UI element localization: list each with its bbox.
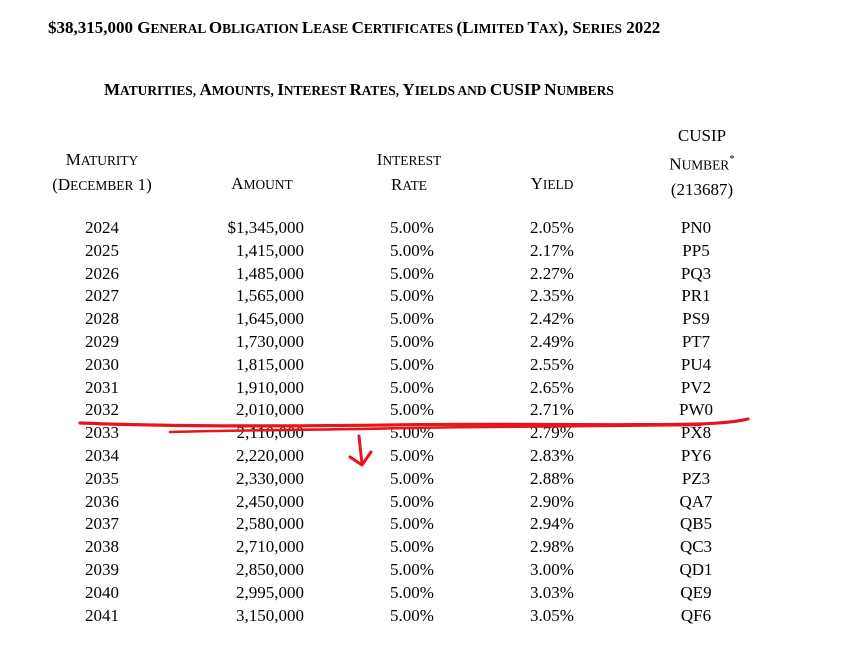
maturity-year-cell: 2028 <box>85 309 119 329</box>
cusip-cell: QB5 <box>679 514 713 534</box>
table-row <box>0 263 852 286</box>
amount-cell: 2,110,000 <box>236 423 304 443</box>
amount-cell: 2,450,000 <box>236 491 304 511</box>
amount-cell: 2,220,000 <box>236 445 304 465</box>
yield-cell: 2.17% <box>530 240 574 260</box>
cusip-cell: QE9 <box>680 582 712 602</box>
yield-cell: 3.00% <box>530 559 574 579</box>
table-row <box>0 354 852 377</box>
interest-rate-cell: 5.00% <box>390 445 434 465</box>
table-row <box>0 445 852 468</box>
amount-cell: 2,010,000 <box>236 400 304 420</box>
interest-rate-cell: 5.00% <box>390 468 434 488</box>
amount-cell: 1,910,000 <box>236 377 304 397</box>
yield-cell: 2.88% <box>530 468 574 488</box>
cusip-cell: PT7 <box>681 331 711 351</box>
amount-cell: 1,730,000 <box>236 331 304 351</box>
interest-rate-cell: 5.00% <box>390 218 434 237</box>
maturity-year-cell: 2040 <box>85 582 119 602</box>
table-row <box>0 240 852 263</box>
yield-cell: 2.42% <box>530 309 574 329</box>
cusip-cell: PP5 <box>682 240 710 260</box>
table-row <box>0 468 852 491</box>
amount-cell: $1,345,000 <box>227 218 304 237</box>
column-header-yield: YIELD <box>530 174 574 193</box>
yield-cell: 2.05% <box>530 218 574 237</box>
maturity-year-cell: 2041 <box>85 605 119 625</box>
amount-cell: 2,995,000 <box>236 582 304 602</box>
amount-cell: 2,710,000 <box>236 537 304 557</box>
amount-cell: 1,645,000 <box>236 309 304 329</box>
maturity-year-cell: 2036 <box>85 491 119 511</box>
table-row <box>0 331 852 354</box>
interest-rate-cell: 5.00% <box>390 354 434 374</box>
yield-cell: 2.83% <box>530 445 574 465</box>
footnote-asterisk: * <box>729 153 735 165</box>
yield-cell: 2.49% <box>530 331 574 351</box>
interest-rate-cell: 5.00% <box>390 263 434 283</box>
maturity-year-cell: 2024 <box>85 218 119 237</box>
yield-cell: 2.98% <box>530 537 574 557</box>
document-title: $38,315,000 GENERAL OBLIGATION LEASE CERTIFICATES (LIMITED TAX), SERIES 2022 <box>48 18 661 37</box>
interest-rate-cell: 5.00% <box>390 377 434 397</box>
cusip-cell: PN0 <box>680 218 712 237</box>
maturity-year-cell: 2027 <box>85 286 119 306</box>
maturity-year-cell: 2031 <box>85 377 119 397</box>
column-header-maturity: MATURITY (DECEMBER 1) <box>52 150 152 194</box>
table-row <box>0 422 852 445</box>
yield-cell: 2.27% <box>530 263 574 283</box>
maturity-year-cell: 2029 <box>85 331 119 351</box>
interest-rate-cell: 5.00% <box>390 400 434 420</box>
cusip-cell: QD1 <box>679 559 713 579</box>
amount-cell: 2,580,000 <box>236 514 304 534</box>
table-row <box>0 582 852 605</box>
yield-cell: 2.90% <box>530 491 574 511</box>
column-header-cusip: CUSIP NUMBER* (213687) <box>669 126 735 199</box>
cusip-cell: PU4 <box>680 354 712 374</box>
amount-cell: 1,485,000 <box>236 263 304 283</box>
cusip-cell: PW0 <box>679 400 713 420</box>
table-title: MATURITIES, AMOUNTS, INTEREST RATES, YIELDS AND CUSIP NUMBERS <box>104 80 614 99</box>
interest-rate-cell: 5.00% <box>390 537 434 557</box>
yield-cell: 2.94% <box>530 514 574 534</box>
amount-cell: 2,330,000 <box>236 468 304 488</box>
table-row <box>0 536 852 559</box>
interest-rate-cell: 5.00% <box>390 491 434 511</box>
table-row <box>0 377 852 400</box>
amount-cell: 1,815,000 <box>236 354 304 374</box>
maturity-year-cell: 2039 <box>85 559 119 579</box>
table-row <box>0 491 852 514</box>
table-row <box>0 285 852 308</box>
table-row <box>0 217 852 240</box>
cusip-cell: QC3 <box>679 537 713 557</box>
interest-rate-cell: 5.00% <box>390 582 434 602</box>
column-header-amount: AMOUNT <box>231 174 293 193</box>
table-row <box>0 559 852 582</box>
maturity-year-cell: 2037 <box>85 514 119 534</box>
yield-cell: 2.65% <box>530 377 574 397</box>
yield-cell: 2.79% <box>530 423 574 443</box>
interest-rate-cell: 5.00% <box>390 423 434 443</box>
cusip-cell: QF6 <box>680 605 712 625</box>
maturity-year-cell: 2025 <box>85 240 119 260</box>
yield-cell: 3.03% <box>530 582 574 602</box>
yield-cell: 2.55% <box>530 354 574 374</box>
maturity-year-cell: 2035 <box>85 468 119 488</box>
amount-cell: 1,415,000 <box>236 240 304 260</box>
column-header-interest-rate: INTEREST RATE <box>376 150 442 194</box>
cusip-cell: PV2 <box>680 377 712 397</box>
amount-cell: 1,565,000 <box>236 286 304 306</box>
interest-rate-cell: 5.00% <box>390 559 434 579</box>
maturity-table-body <box>0 217 852 627</box>
maturity-year-cell: 2033 <box>85 423 119 443</box>
interest-rate-cell: 5.00% <box>390 286 434 306</box>
table-row <box>0 308 852 331</box>
cusip-cell: PS9 <box>682 309 710 329</box>
table-row <box>0 605 852 628</box>
maturity-year-cell: 2026 <box>85 263 119 283</box>
yield-cell: 2.71% <box>530 400 574 420</box>
interest-rate-cell: 5.00% <box>390 309 434 329</box>
yield-cell: 3.05% <box>530 605 574 625</box>
cusip-cell: PX8 <box>680 423 712 443</box>
interest-rate-cell: 5.00% <box>390 331 434 351</box>
interest-rate-cell: 5.00% <box>390 605 434 625</box>
maturity-year-cell: 2030 <box>85 354 119 374</box>
cusip-cell: PR1 <box>681 286 711 306</box>
maturity-year-cell: 2034 <box>85 445 119 465</box>
interest-rate-cell: 5.00% <box>390 240 434 260</box>
cusip-cell: PQ3 <box>680 263 712 283</box>
maturity-year-cell: 2038 <box>85 537 119 557</box>
table-row <box>0 399 852 422</box>
table-row <box>0 513 852 536</box>
maturity-year-cell: 2032 <box>85 400 119 420</box>
interest-rate-cell: 5.00% <box>390 514 434 534</box>
cusip-cell: PZ3 <box>681 468 711 488</box>
cusip-cell: PY6 <box>680 445 712 465</box>
cusip-cell: QA7 <box>679 491 713 511</box>
yield-cell: 2.35% <box>530 286 574 306</box>
amount-cell: 2,850,000 <box>236 559 304 579</box>
amount-cell: 3,150,000 <box>236 605 304 625</box>
